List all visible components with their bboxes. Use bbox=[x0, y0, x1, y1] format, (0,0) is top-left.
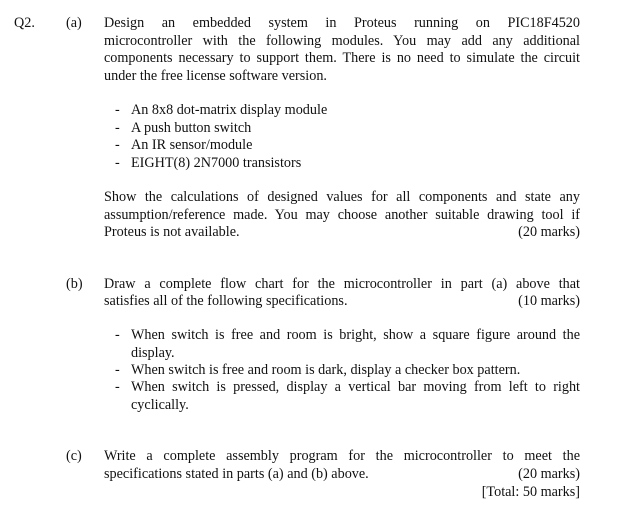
part-b-text-line: Draw a complete flow chart for the microcontroller in part (a) above that bbox=[104, 276, 580, 292]
part-b-label: (b) bbox=[66, 276, 83, 292]
part-b-marks: (10 marks) bbox=[518, 293, 580, 309]
spec-list-item-continuation: cyclically. bbox=[131, 397, 189, 413]
module-list-item: EIGHT(8) 2N7000 transistors bbox=[131, 155, 302, 171]
bullet-dash: - bbox=[115, 137, 120, 153]
bullet-dash: - bbox=[115, 155, 120, 171]
part-a-text-line: components necessary to support them. There is no need to simulate the circuit bbox=[104, 50, 580, 66]
part-a-closing-line: assumption/reference made. You may choose another suitable drawing tool if bbox=[104, 207, 580, 223]
part-c-marks: (20 marks) bbox=[518, 466, 580, 482]
part-c-label: (c) bbox=[66, 448, 82, 464]
part-a-text-line: under the free license software version. bbox=[104, 68, 327, 84]
total-marks: [Total: 50 marks] bbox=[481, 484, 580, 500]
bullet-dash: - bbox=[115, 102, 120, 118]
part-a-closing-line: Proteus is not available. bbox=[104, 224, 240, 240]
part-c-text-line: specifications stated in parts (a) and (b) above. bbox=[104, 466, 369, 482]
part-a-label: (a) bbox=[66, 15, 82, 31]
bullet-dash: - bbox=[115, 362, 120, 378]
bullet-dash: - bbox=[115, 379, 120, 395]
part-a-closing-line: Show the calculations of designed values for all components and state any bbox=[104, 189, 580, 205]
spec-list-item-continuation: display. bbox=[131, 345, 175, 361]
part-a-marks: (20 marks) bbox=[518, 224, 580, 240]
part-a-text-line: Design an embedded system in Proteus running on PIC18F4520 bbox=[104, 15, 580, 31]
part-a-text-line: microcontroller with the following modules. You may add any additional bbox=[104, 33, 580, 49]
spec-list-item: When switch is free and room is bright, show a square figure around the bbox=[131, 327, 580, 343]
part-b-text-line: satisfies all of the following specifications. bbox=[104, 293, 348, 309]
module-list-item: An 8x8 dot-matrix display module bbox=[131, 102, 328, 118]
bullet-dash: - bbox=[115, 327, 120, 343]
question-number: Q2. bbox=[14, 15, 35, 31]
bullet-dash: - bbox=[115, 120, 120, 136]
spec-list-item: When switch is pressed, display a vertical bar moving from left to right bbox=[131, 379, 580, 395]
part-c-text-line: Write a complete assembly program for the microcontroller to meet the bbox=[104, 448, 580, 464]
spec-list-item: When switch is free and room is dark, display a checker box pattern. bbox=[131, 362, 521, 378]
module-list-item: A push button switch bbox=[131, 120, 252, 136]
module-list-item: An IR sensor/module bbox=[131, 137, 253, 153]
